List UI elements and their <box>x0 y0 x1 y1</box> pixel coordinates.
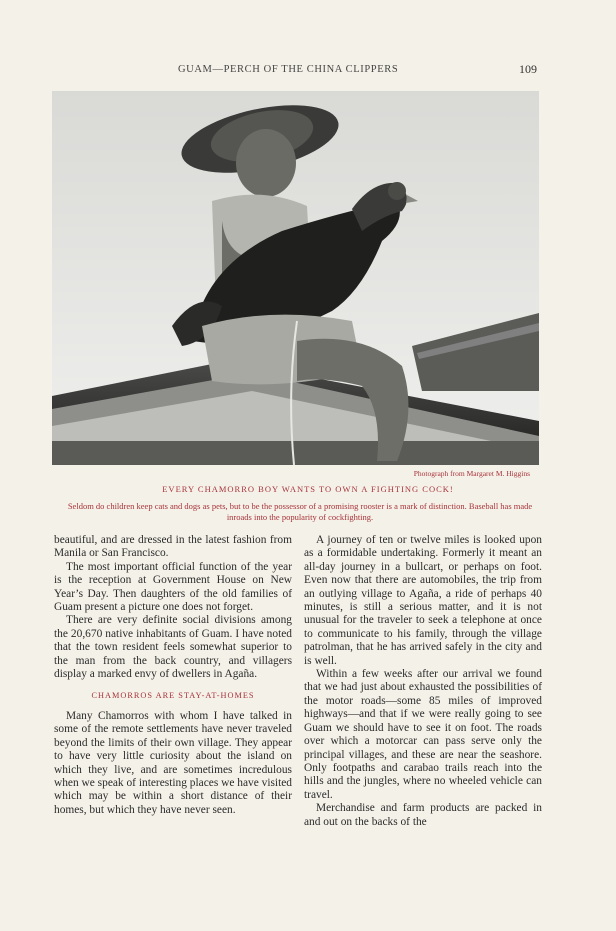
caption-body: Seldom do children keep cats and dogs as pets, but to be the possessor of a promising rooster is a mark of distinction. Baseball has made inroads into the popularity of cockfighting. <box>67 501 533 522</box>
running-head: GUAM—PERCH OF THE CHINA CLIPPERS <box>178 64 399 75</box>
caption-title: EVERY CHAMORRO BOY WANTS TO OWN A FIGHTING COCK! <box>162 484 454 494</box>
paragraph: Merchandise and farm products are packed in and out on the backs of the <box>304 802 542 828</box>
paragraph: Many Chamorros with whom I have talked in some of the remote settlements have never traveled beyond the limits of their own village. They appear to have very little curiosity about the island on which they live, and are sometimes incredulous when we speak of interesting places we have visited which may be within a short distance of their homes, but which they have never seen. <box>54 709 292 816</box>
paragraph: beautiful, and are dressed in the latest fashion from Manila or San Francisco. <box>54 534 292 560</box>
paragraph: Within a few weeks after our arrival we found that we had just about exhausted the possibilities of the motor roads—some 85 miles of improved highways—and that if we were really going to see Guam we should have to see it on foot. The roads over which a motorcar can pass serve only the principal villages, and these are near the seashore. Only footpaths and carabao trails reach into the hills and the jungles, where no wheeled vehicle can travel. <box>304 668 542 801</box>
page-number: 109 <box>519 62 537 76</box>
photograph-image <box>52 91 539 465</box>
left-column <box>54 534 292 817</box>
paragraph: There are very definite social divisions among the 20,670 native inhabitants of Guam. I have noted that the town resident feels somewhat superior to the man from the back country, and villagers display a marked envy of dwellers in Agaña. <box>54 614 292 681</box>
photograph-boy-with-rooster <box>52 91 539 465</box>
paragraph: The most important official function of the year is the reception at Government House on New Year’s Day. Then daughters of the old families of Guam present a picture one does not forget. <box>54 560 292 614</box>
photo-credit: Photograph from Margaret M. Higgins <box>413 469 530 478</box>
right-column <box>304 534 542 829</box>
paragraph: A journey of ten or twelve miles is looked upon as a formidable undertaking. Formerly it meant an all-day journey in a bullcart, or perhaps on foot. Even now that there are automobiles, the trip from an outlying village to Agaña, a ride of perhaps 40 minutes, is still a serious matter, and it is not unusual for the traveler to seek a telephone at once to communicate to his family, through the village patrolman, that he has arrived safely in the city and is well. <box>304 534 542 667</box>
page-header <box>0 64 616 80</box>
section-subheading: CHAMORROS ARE STAY-AT-HOMES <box>91 691 255 701</box>
